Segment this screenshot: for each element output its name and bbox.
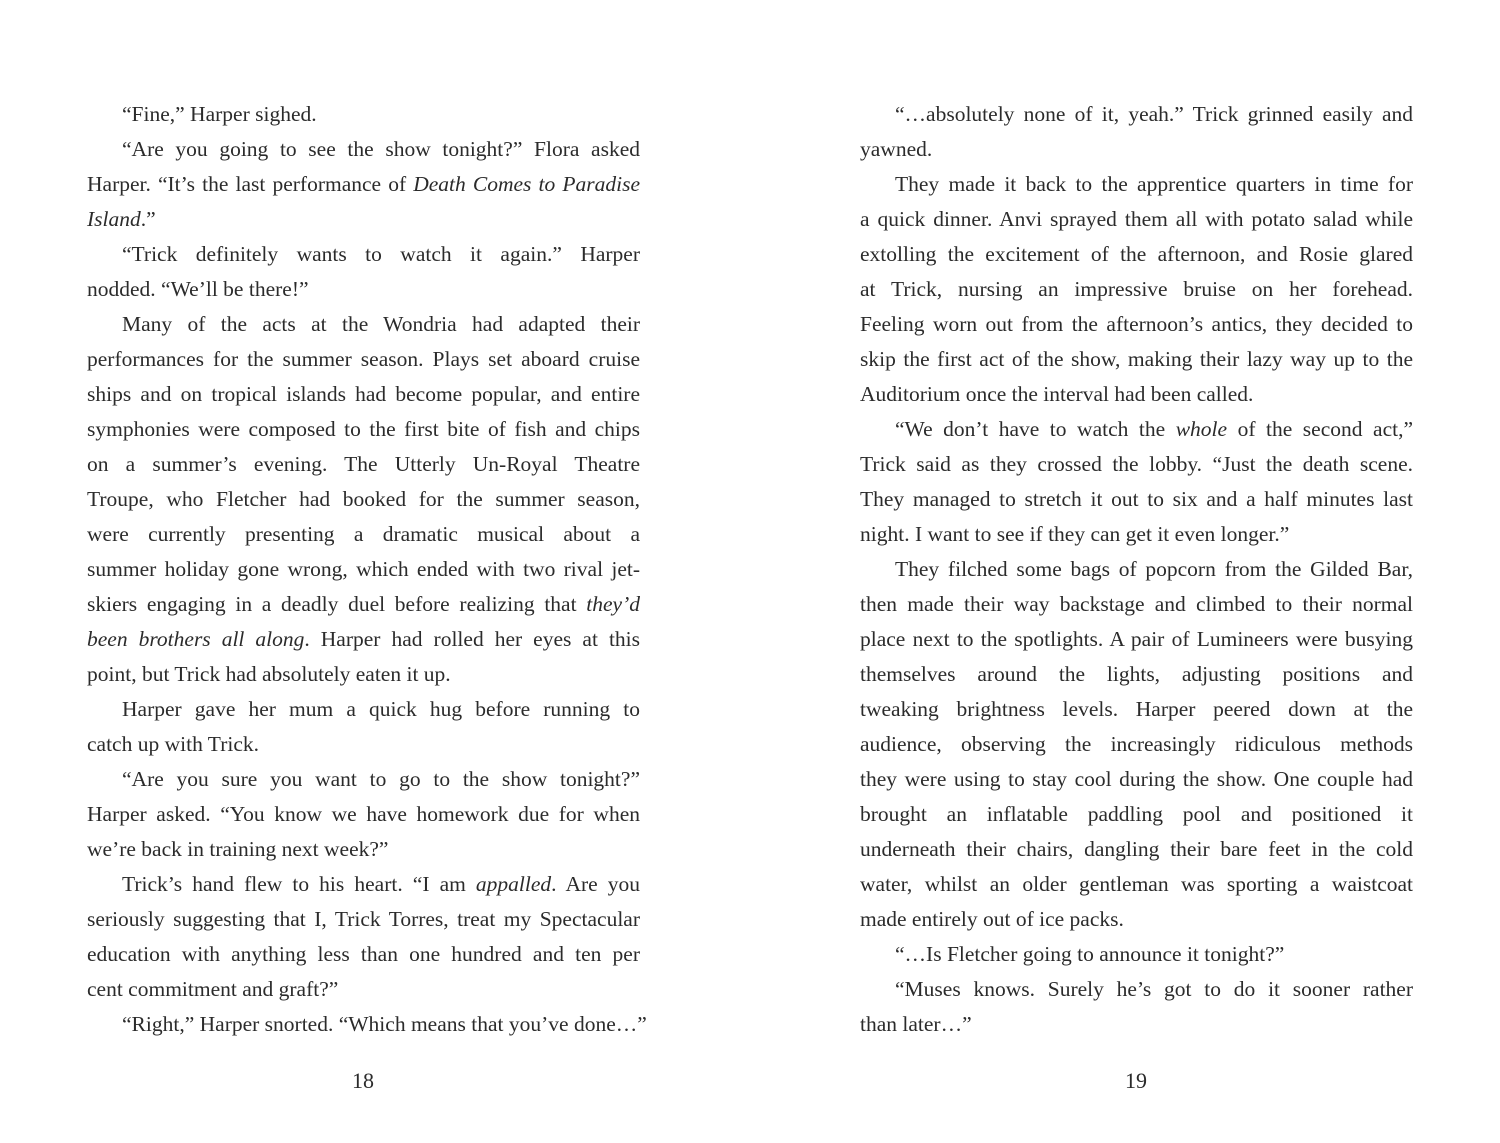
- text-line: on a summer’s evening. The Utterly Un-Royal Theatre: [87, 452, 640, 476]
- text-line: than later…”: [860, 1012, 972, 1036]
- text-line: Feeling worn out from the afternoon’s antics, they decided to: [860, 312, 1413, 336]
- text-line: “We don’t have to watch the whole of the second act,”: [895, 417, 1414, 441]
- text-line: been brothers all along. Harper had rolled her eyes at this: [87, 627, 641, 651]
- text-line: “…absolutely none of it, yeah.” Trick grinned easily and: [895, 102, 1413, 126]
- text-line: skiers engaging in a deadly duel before realizing that they’d: [87, 592, 640, 616]
- text-line: Harper asked. “You know we have homework due for when: [87, 802, 640, 826]
- text-line: night. I want to see if they can get it even longer.”: [860, 522, 1290, 546]
- text-line: “…Is Fletcher going to announce it tonight?”: [895, 942, 1285, 966]
- text-line: “Trick definitely wants to watch it again.” Harper: [122, 242, 640, 266]
- text-line: ships and on tropical islands had become popular, and entire: [87, 382, 640, 406]
- text-line: then made their way backstage and climbed to their normal: [860, 592, 1413, 616]
- text-line: “Are you going to see the show tonight?” Flora asked: [122, 137, 640, 161]
- text-line: “Right,” Harper snorted. “Which means that you’ve done…”: [122, 1012, 647, 1036]
- text-line: made entirely out of ice packs.: [860, 907, 1124, 931]
- text-line: cent commitment and graft?”: [87, 977, 339, 1001]
- text-line: nodded. “We’ll be there!”: [87, 277, 309, 301]
- text-line: They made it back to the apprentice quarters in time for: [895, 172, 1413, 196]
- text-line: symphonies were composed to the first bite of fish and chips: [87, 417, 640, 441]
- text-line: they were using to stay cool during the show. One couple had: [860, 767, 1413, 791]
- left-page-text: [87, 97, 647, 1042]
- text-line: “Muses knows. Surely he’s got to do it sooner rather: [895, 977, 1413, 1001]
- text-line: catch up with Trick.: [87, 732, 259, 756]
- text-line: “Fine,” Harper sighed.: [122, 102, 317, 126]
- text-line: skip the first act of the show, making their lazy way up to the: [860, 347, 1413, 371]
- text-line: They managed to stretch it out to six and a half minutes last: [860, 487, 1413, 511]
- italic-text: Island: [87, 207, 141, 231]
- text-line: tweaking brightness levels. Harper peered down at the: [860, 697, 1413, 721]
- text-line: Auditorium once the interval had been called.: [860, 382, 1254, 406]
- text-line: we’re back in training next week?”: [87, 837, 389, 861]
- text-line: themselves around the lights, adjusting positions and: [860, 662, 1413, 686]
- text-line: summer holiday gone wrong, which ended with two rival jet-: [87, 557, 640, 581]
- italic-text: been brothers all along: [87, 627, 305, 651]
- text-line: performances for the summer season. Plays set aboard cruise: [87, 347, 640, 371]
- right-page-text: [860, 97, 1413, 1042]
- italic-text: they’d: [586, 592, 640, 616]
- text-line: Island.”: [87, 207, 156, 231]
- text-line: a quick dinner. Anvi sprayed them all with potato salad while: [860, 207, 1413, 231]
- text-line: Harper gave her mum a quick hug before running to: [122, 697, 640, 721]
- text-line: audience, observing the increasingly ridiculous methods: [860, 732, 1413, 756]
- text-line: education with anything less than one hundred and ten per: [87, 942, 640, 966]
- page-number-right: 19: [1125, 1068, 1147, 1093]
- text-line: Troupe, who Fletcher had booked for the summer season,: [87, 487, 640, 511]
- text-line: Harper. “It’s the last performance of Death Comes to Paradise: [87, 172, 640, 196]
- text-line: They filched some bags of popcorn from the Gilded Bar,: [895, 557, 1413, 581]
- text-line: Trick said as they crossed the lobby. “Just the death scene.: [860, 452, 1413, 476]
- text-line: “Are you sure you want to go to the show tonight?”: [122, 767, 640, 791]
- text-line: point, but Trick had absolutely eaten it up.: [87, 662, 451, 686]
- italic-text: whole: [1175, 417, 1228, 441]
- text-line: extolling the excitement of the afternoon, and Rosie glared: [860, 242, 1413, 266]
- italic-text: Death Comes to Paradise: [413, 172, 640, 196]
- text-line: seriously suggesting that I, Trick Torres, treat my Spectacular: [87, 907, 640, 931]
- text-line: at Trick, nursing an impressive bruise on her forehead.: [860, 277, 1413, 301]
- text-line: Trick’s hand flew to his heart. “I am appalled. Are you: [122, 872, 641, 896]
- text-line: yawned.: [860, 137, 933, 161]
- text-line: brought an inflatable paddling pool and positioned it: [860, 802, 1413, 826]
- italic-text: appalled: [475, 872, 552, 896]
- text-line: water, whilst an older gentleman was sporting a waistcoat: [860, 872, 1413, 896]
- text-line: Many of the acts at the Wondria had adapted their: [122, 312, 640, 336]
- text-line: underneath their chairs, dangling their bare feet in the cold: [860, 837, 1413, 861]
- text-line: were currently presenting a dramatic musical about a: [87, 522, 640, 546]
- text-line: place next to the spotlights. A pair of Lumineers were busying: [860, 627, 1413, 651]
- page-number-left: 18: [352, 1068, 374, 1093]
